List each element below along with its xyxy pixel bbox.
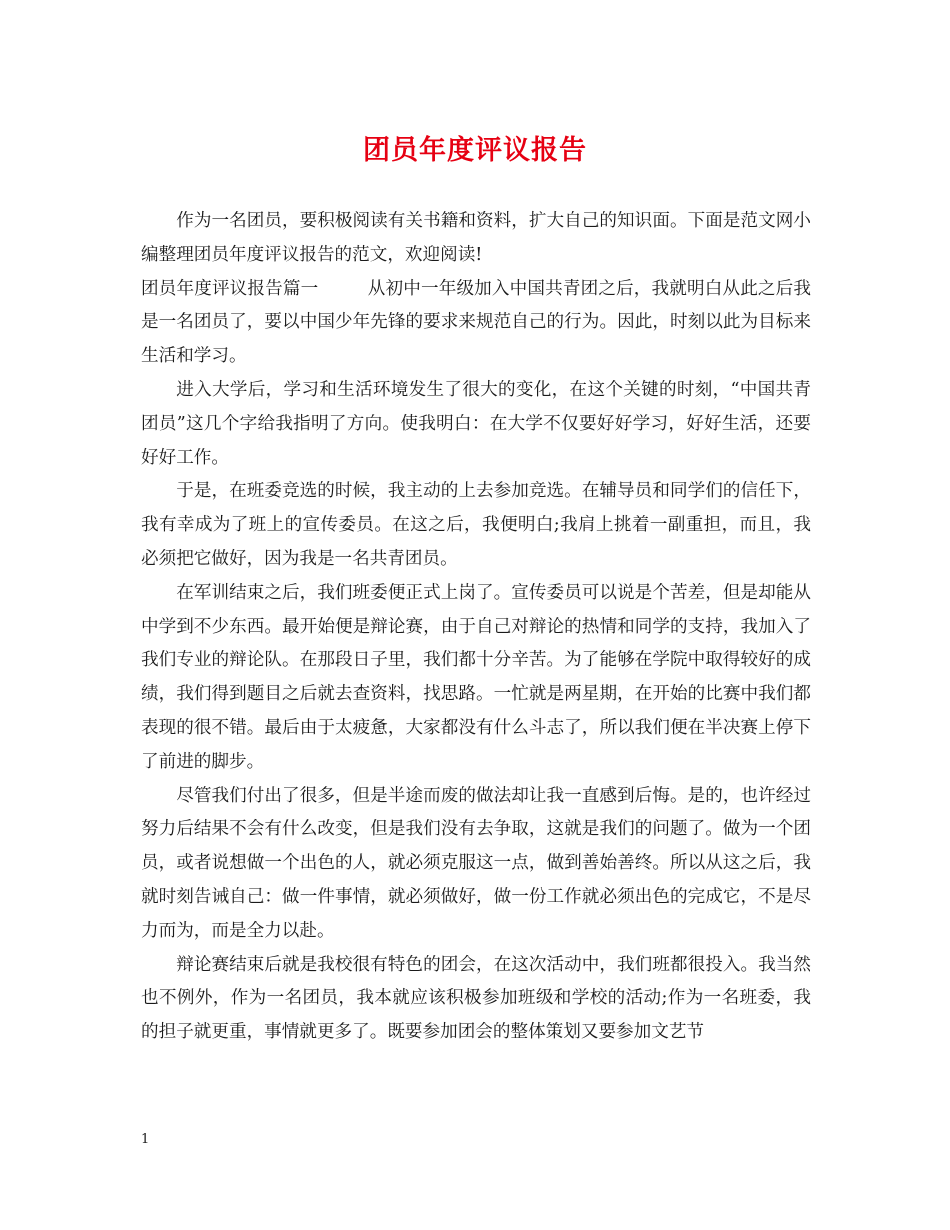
body-paragraph: 尽管我们付出了很多，但是半途而废的做法却让我一直感到后悔。是的，也许经过努力后结果不会有什么改变，但是我们没有去争取，这就是我们的问题了。做为一个团员，或者说想做一个出色的人，就必须克服这一点，做到善始善终。所以从这之后，我就时刻告诫自己：做一件事情，就必须做好，做一份工作就必须出色的完成它，不是尽力而为，而是全力以赴。 <box>141 785 811 941</box>
section-first-paragraph <box>141 273 811 374</box>
page-number: 1 <box>141 1132 150 1147</box>
section-heading: 团员年度评议报告篇一 <box>141 278 319 299</box>
body-paragraph: 于是，在班委竞选的时候，我主动的上去参加竞选。在辅导员和同学们的信任下，我有幸成为了班上的宣传委员。在这之后，我便明白;我肩上挑着一副重担，而且，我必须把它做好，因为我是一名共青团员。 <box>141 481 811 569</box>
body-paragraph: 在军训结束之后，我们班委便正式上岗了。宣传委员可以说是个苦差，但是却能从中学到不少东西。最开始便是辩论赛，由于自己对辩论的热情和同学的支持，我加入了我们专业的辩论队。在那段日子里，我们都十分辛苦。为了能够在学院中取得较好的成绩，我们得到题目之后就去查资料，找思路。一忙就是两星期，在开始的比赛中我们都表现的很不错。最后由于太疲惫，大家都没有什么斗志了，所以我们便在半决赛上停下了前进的脚步。 <box>141 582 811 772</box>
intro-paragraph: 作为一名团员，要积极阅读有关书籍和资料，扩大自己的知识面。下面是范文网小编整理团员年度评议报告的范文，欢迎阅读! <box>141 211 811 265</box>
document-body <box>141 205 811 1050</box>
body-paragraph: 进入大学后，学习和生活环境发生了很大的变化，在这个关键的时刻，“中国共青团员”这几个字给我指明了方向。使我明白：在大学不仅要好好学习，好好生活，还要好好工作。 <box>141 379 811 468</box>
document-title: 团员年度评议报告 <box>363 135 587 166</box>
body-paragraph: 辩论赛结束后就是我校很有特色的团会，在这次活动中，我们班都很投入。我当然也不例外，作为一名团员，我本就应该积极参加班级和学校的活动;作为一名班委，我的担子就更重，事情就更多了。既要参加团会的整体策划又要参加文艺节 <box>141 954 811 1043</box>
section-first-text: 从初中一年级加入中国共青团之后，我就明白从此之后我是一名团员了，要以中国少年先锋的要求来规范自己的行为。因此，时刻以此为目标来生活和学习。 <box>141 278 811 367</box>
